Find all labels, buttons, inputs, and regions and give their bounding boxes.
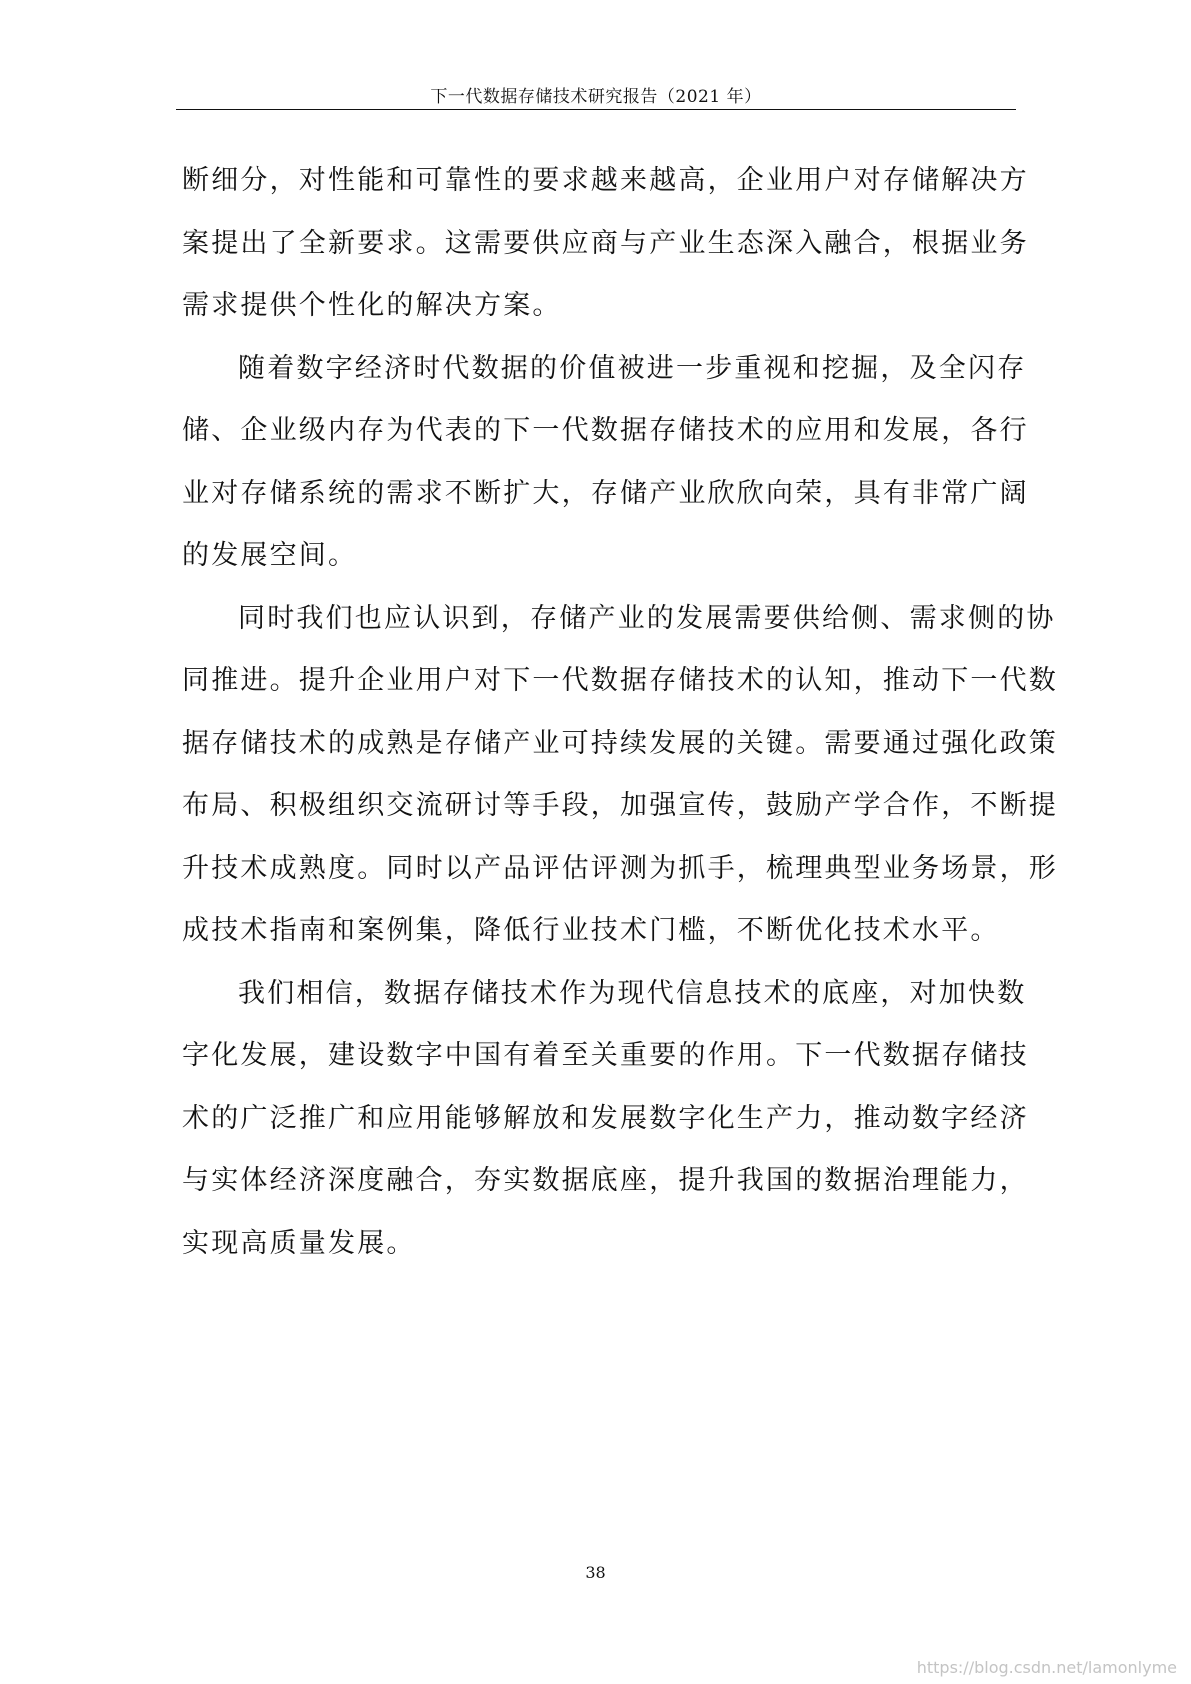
text-line: 需求提供个性化的解决方案。 <box>182 290 562 321</box>
text-line: 字化发展，建设数字中国有着至关重要的作用。下一代数据存储技 <box>182 1040 1029 1071</box>
paragraph-first-line: 同时我们也应认识到，存储产业的发展需要供给侧、需求侧的协 <box>238 602 1056 634</box>
page-number: 38 <box>585 1563 606 1582</box>
text-line: 术的广泛推广和应用能够解放和发展数字化生产力，推动数字经济 <box>182 1102 1029 1134</box>
body-text <box>182 150 1058 1275</box>
text-line: 业对存储系统的需求不断扩大，存储产业欣欣向荣，具有非常广阔 <box>182 477 1029 509</box>
paragraph-first-line: 我们相信，数据存储技术作为现代信息技术的底座，对加快数 <box>238 977 1027 1009</box>
text-line: 布局、积极组织交流研讨等手段，加强宣传，鼓励产学合作，不断提 <box>182 790 1058 821</box>
watermark-url: https://blog.csdn.net/lamonlyme <box>916 1658 1177 1677</box>
text-line: 案提出了全新要求。这需要供应商与产业生态深入融合，根据业务 <box>182 227 1029 259</box>
text-line: 据存储技术的成熟是存储产业可持续发展的关键。需要通过强化政策 <box>182 727 1058 759</box>
text-line: 升技术成熟度。同时以产品评估评测为抓手，梳理典型业务场景，形 <box>182 852 1058 884</box>
text-line: 储、企业级内存为代表的下一代数据存储技术的应用和发展，各行 <box>182 415 1029 446</box>
text-line: 同推进。提升企业用户对下一代数据存储技术的认知，推动下一代数 <box>182 665 1058 696</box>
page-header-title: 下一代数据存储技术研究报告（2021 年） <box>430 87 762 107</box>
text-line: 实现高质量发展。 <box>182 1227 416 1259</box>
text-line: 的发展空间。 <box>182 540 358 571</box>
text-line: 成技术指南和案例集，降低行业技术门槛，不断优化技术水平。 <box>182 915 1000 946</box>
text-line: 与实体经济深度融合，夯实数据底座，提升我国的数据治理能力， <box>182 1165 1029 1196</box>
paragraph-first-line: 随着数字经济时代数据的价值被进一步重视和挖掘，及全闪存 <box>238 352 1027 384</box>
text-line: 断细分，对性能和可靠性的要求越来越高，企业用户对存储解决方 <box>182 165 1029 196</box>
header-divider <box>176 109 1016 110</box>
